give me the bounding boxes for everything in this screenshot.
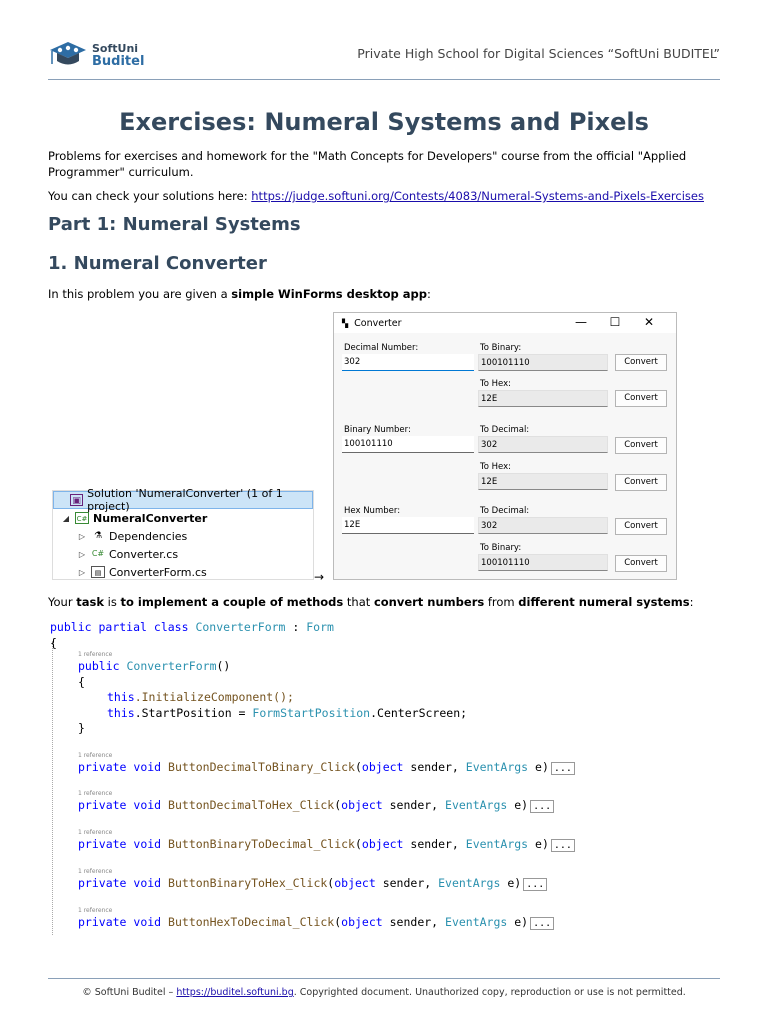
paren: ( — [354, 760, 362, 774]
kw: object — [361, 837, 404, 851]
to-hex-label: To Hex: — [480, 379, 512, 389]
open-brace: { — [50, 636, 57, 650]
method-declaration — [78, 798, 554, 813]
kw: object — [341, 915, 383, 929]
startpos: .StartPosition = — [134, 706, 253, 720]
eventargs-type: EventArgs — [445, 915, 508, 929]
kw: class — [153, 620, 189, 634]
to-hex-label-2: To Hex: — [480, 462, 512, 472]
tree-item-label: ConverterForm.cs — [109, 565, 207, 579]
logo-line-2: Buditel — [92, 54, 145, 69]
converter-window — [333, 312, 677, 580]
kw: void — [133, 798, 162, 812]
problem-1-heading: 1. Numeral Converter — [48, 253, 267, 274]
close-icon[interactable]: ✕ — [643, 315, 655, 329]
sender: sender, — [403, 837, 466, 851]
kw: public — [50, 620, 92, 634]
ctor-name: ConverterForm — [126, 659, 217, 673]
tree-item-converter-cs[interactable] — [53, 545, 313, 563]
method-declaration — [78, 876, 547, 891]
binary-to-decimal-button[interactable]: Convert — [615, 437, 667, 454]
class-name: ConverterForm — [195, 620, 286, 634]
part-1-heading: Part 1: Numeral Systems — [48, 214, 301, 235]
kw: object — [341, 798, 383, 812]
codelens-reference[interactable]: 1 reference — [78, 651, 113, 658]
paren: ( — [327, 876, 335, 890]
problem-intro — [48, 286, 720, 302]
hex-to-decimal-button[interactable]: Convert — [615, 518, 667, 535]
codelens-reference[interactable]: 1 reference — [78, 868, 113, 875]
task-text: that — [343, 595, 374, 609]
base-class: Form — [306, 620, 334, 634]
intro-paragraph: Problems for exercises and homework for the "Math Concepts for Developers" course from the official "Applied Programmer" curriculum. — [48, 149, 687, 179]
app-icon: ▚ — [342, 318, 349, 328]
collapsed-region-button[interactable]: ... — [523, 878, 547, 891]
kw: void — [133, 760, 162, 774]
collapsed-triangle-icon: ▷ — [78, 567, 86, 577]
csharp-file-icon: C# — [91, 549, 105, 558]
expanded-triangle-icon: ◢ — [62, 513, 70, 523]
task-paragraph — [48, 594, 720, 610]
paren: ( — [334, 915, 342, 929]
hex-to-binary-output: 100101110 — [478, 554, 608, 571]
init-call: .InitializeComponent(); — [134, 690, 294, 704]
footer-link[interactable]: https://buditel.softuni.bg — [176, 987, 294, 998]
collapsed-region-button[interactable]: ... — [551, 762, 575, 775]
codelens-reference[interactable]: 1 reference — [78, 829, 113, 836]
kw: void — [133, 876, 162, 890]
csharp-project-icon: C# — [75, 512, 89, 524]
solution-label: Solution 'NumeralConverter' (1 of 1 project) — [87, 487, 283, 513]
decimal-to-binary-button[interactable]: Convert — [615, 354, 667, 371]
e-param: e) — [507, 915, 529, 929]
kw: private — [78, 798, 127, 812]
constructor-declaration — [78, 659, 230, 673]
tree-item-label: Converter.cs — [109, 547, 179, 561]
collapsed-region-button[interactable]: ... — [551, 839, 575, 852]
indent-guide — [52, 641, 53, 935]
problem-intro-bold: simple WinForms desktop app — [231, 287, 428, 301]
paren: ( — [334, 798, 342, 812]
e-param: e) — [507, 798, 529, 812]
decimal-to-hex-output: 12E — [478, 390, 608, 407]
softuni-buditel-logo — [48, 38, 144, 72]
fsp-type: FormStartPosition — [252, 706, 371, 720]
eventargs-type: EventArgs — [465, 837, 529, 851]
task-bold: convert numbers — [373, 595, 485, 609]
footer-suffix: . Copyrighted document. Unauthorized copy, reproduction or use is not permitted. — [293, 987, 686, 998]
hex-input[interactable]: 12E — [342, 517, 474, 534]
method-name: ButtonBinaryToHex_Click — [168, 876, 328, 890]
init-statement — [107, 690, 294, 704]
kw: object — [334, 876, 376, 890]
e-param: e) — [528, 837, 549, 851]
tree-item-converterform-cs[interactable] — [53, 563, 313, 581]
binary-to-hex-button[interactable]: Convert — [615, 474, 667, 491]
collapsed-triangle-icon: ▷ — [78, 531, 86, 541]
kw: partial — [98, 620, 147, 634]
to-binary-label: To Binary: — [480, 343, 522, 353]
solution-icon: ▣ — [70, 494, 83, 506]
method-name: ButtonDecimalToHex_Click — [168, 798, 335, 812]
method-name: ButtonBinaryToDecimal_Click — [168, 837, 355, 851]
startpos-statement — [107, 706, 467, 720]
codelens-reference[interactable]: 1 reference — [78, 907, 113, 914]
colon: : — [285, 620, 307, 634]
method-declaration — [78, 837, 575, 852]
sender: sender, — [403, 760, 466, 774]
hex-to-decimal-output: 302 — [478, 517, 608, 534]
page-title: Exercises: Numeral Systems and Pixels — [119, 108, 649, 136]
window-titlebar — [334, 313, 676, 333]
decimal-input[interactable]: 302 — [342, 354, 474, 371]
e-param: e) — [528, 760, 549, 774]
kw: void — [133, 915, 162, 929]
binary-to-hex-output: 12E — [478, 473, 608, 490]
school-name: Private High School for Digital Sciences “SoftUni BUDITEL” — [357, 46, 720, 61]
kw: private — [78, 837, 127, 851]
eventargs-type: EventArgs — [438, 876, 501, 890]
tree-item-label: Dependencies — [109, 529, 188, 543]
arrow-icon: → — [314, 570, 325, 584]
binary-input[interactable]: 100101110 — [342, 436, 474, 453]
solution-explorer — [52, 487, 314, 580]
task-bold: to implement a couple of methods — [120, 595, 344, 609]
minimize-icon[interactable]: — — [575, 315, 587, 329]
task-text: from — [484, 595, 519, 609]
page-header — [48, 38, 720, 80]
task-bold: task — [76, 595, 104, 609]
to-decimal-label-2: To Decimal: — [480, 506, 530, 516]
window-title: Converter — [354, 317, 402, 329]
method-name: ButtonHexToDecimal_Click — [168, 915, 335, 929]
eventargs-type: EventArgs — [445, 798, 508, 812]
binary-label: Binary Number: — [344, 425, 411, 435]
task-bold: different numeral systems — [518, 595, 690, 609]
collapsed-region-button[interactable]: ... — [530, 800, 554, 813]
decimal-to-hex-button[interactable]: Convert — [615, 390, 667, 407]
kw: private — [78, 915, 127, 929]
codelens-reference[interactable]: 1 reference — [78, 790, 113, 797]
kw: private — [78, 760, 127, 774]
method-declaration — [78, 760, 575, 775]
problem-intro-post: : — [427, 287, 431, 301]
solutions-prefix: You can check your solutions here: — [48, 189, 252, 203]
center: .CenterScreen; — [370, 706, 468, 720]
kw: this — [107, 690, 135, 704]
method-declaration — [78, 915, 554, 930]
task-text: Your — [48, 595, 77, 609]
logo-line-1: SoftUni — [92, 42, 139, 55]
ctor-open-brace: { — [78, 675, 85, 689]
collapsed-triangle-icon: ▷ — [78, 549, 86, 559]
class-declaration — [50, 620, 334, 634]
form-file-icon: ▤ — [91, 566, 105, 578]
paren: ( — [354, 837, 362, 851]
page-footer — [48, 978, 720, 998]
eventargs-type: EventArgs — [465, 760, 529, 774]
ctor-close-brace: } — [78, 721, 85, 735]
tree-item-dependencies[interactable] — [53, 527, 313, 545]
binary-to-decimal-output: 302 — [478, 436, 608, 453]
kw: this — [107, 706, 135, 720]
hex-label: Hex Number: — [344, 506, 401, 516]
decimal-label: Decimal Number: — [344, 343, 419, 353]
to-binary-label-2: To Binary: — [480, 543, 522, 553]
solution-node[interactable] — [53, 487, 313, 513]
problem-intro-pre: In this problem you are given a — [48, 287, 232, 301]
dependencies-icon: ⚗ — [93, 531, 103, 541]
collapsed-region-button[interactable]: ... — [530, 917, 554, 930]
hex-to-binary-button[interactable]: Convert — [615, 555, 667, 572]
project-label: NumeralConverter — [93, 511, 208, 525]
maximize-icon[interactable]: ☐ — [609, 315, 621, 329]
method-name: ButtonDecimalToBinary_Click — [168, 760, 355, 774]
task-text: is — [103, 595, 121, 609]
sender: sender, — [382, 798, 446, 812]
kw: public — [78, 659, 120, 673]
judge-link[interactable]: https://judge.softuni.org/Contests/4083/Numeral-Systems-and-Pixels-Exercises — [251, 189, 704, 203]
kw: void — [133, 837, 162, 851]
sender: sender, — [375, 876, 439, 890]
sender: sender, — [382, 915, 446, 929]
kw: private — [78, 876, 127, 890]
parens: () — [216, 659, 231, 673]
footer-prefix: © SoftUni Buditel – — [82, 987, 177, 998]
task-text: : — [689, 595, 694, 609]
to-decimal-label: To Decimal: — [480, 425, 530, 435]
graduation-cap-icon — [48, 38, 88, 72]
codelens-reference[interactable]: 1 reference — [78, 752, 113, 759]
e-param: e) — [500, 876, 522, 890]
solutions-paragraph — [48, 188, 720, 204]
kw: object — [361, 760, 404, 774]
decimal-to-binary-output: 100101110 — [478, 354, 608, 371]
